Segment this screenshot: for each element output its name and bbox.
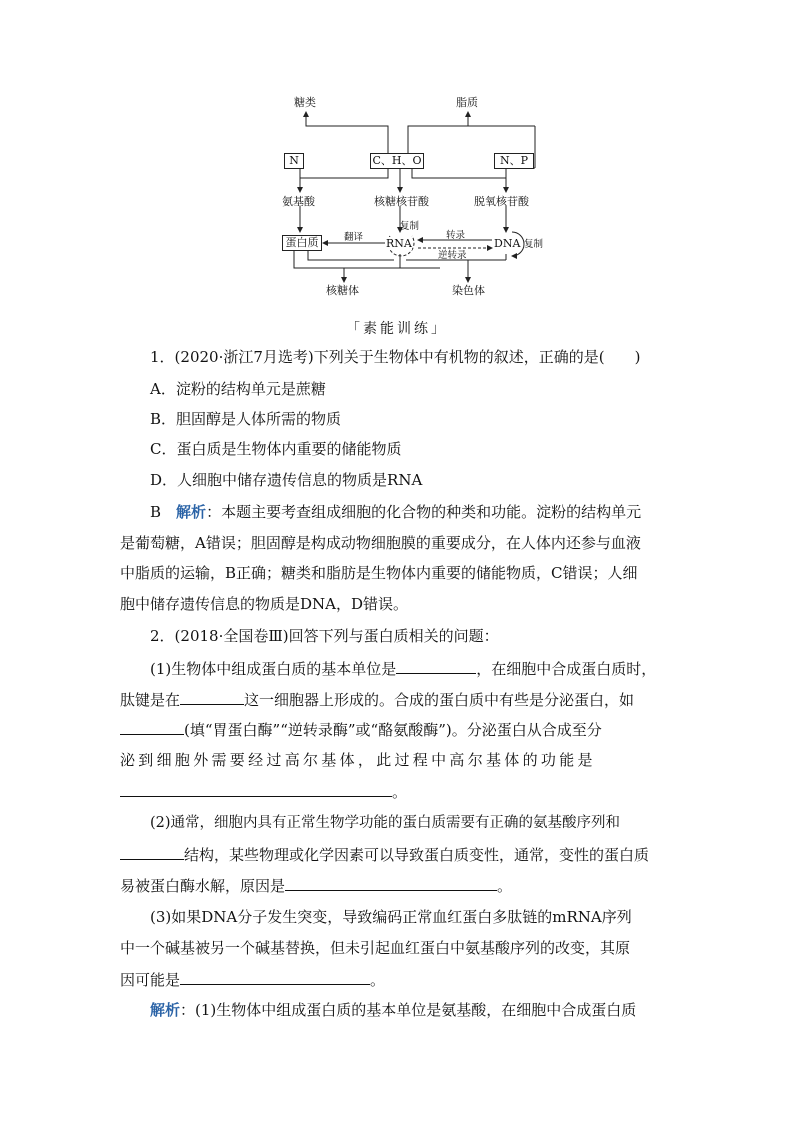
answer-blank[interactable] [120,720,184,735]
answer-blank[interactable] [180,970,370,985]
sugars-label: 糖类 [294,96,316,109]
cho-box: C、H、O [370,153,424,169]
q2-p1-line-4: 泌到细胞外需要经过高尔基体，此过程中高尔基体的功能是 [120,751,596,769]
organic-compounds-diagram [250,88,550,308]
answer-blank[interactable] [396,659,476,674]
q1-option-c: C．蛋白质是生物体内重要的储能物质 [150,440,402,458]
q1-analysis-line-3: 中脂质的运输，B正确；糖类和脂肪是生物体内重要的储能物质，C错误；人细 [120,564,638,582]
q1-stem: 1．(2020·浙江7月选考)下列关于生物体中有机物的叙述，正确的是( ) [150,348,641,366]
translation-label: 翻译 [344,232,364,243]
ribonucleotide-label: 核糖核苷酸 [374,195,429,208]
answer-blank[interactable] [120,845,184,860]
q2-p3-line-3: 因可能是 。 [120,971,386,989]
q2-p2-line-1: (2)通常，细胞内具有正常生物学功能的蛋白质需要有正确的氨基酸序列和 [150,815,621,831]
q1-analysis-line-2: 是葡萄糖，A错误；胆固醇是构成动物细胞膜的重要成分，在人体内还参与血液 [120,534,641,552]
q1-option-b: B．胆固醇是人体所需的物质 [150,410,342,428]
q2-p1-line-1: (1)生物体中组成蛋白质的基本单位是 ，在细胞中合成蛋白质时， [150,660,657,678]
ribosome-label: 核糖体 [326,284,359,297]
amino-acid-label: 氨基酸 [282,195,315,208]
q1-analysis-line-4: 胞中储存遗传信息的物质是DNA，D错误。 [120,595,409,613]
q2-p1-line-2: 肽键是在 这一细胞器上形成的。合成的蛋白质中有些是分泌蛋白，如 [120,691,635,709]
q2-p1-line-5: 。 [120,782,676,801]
dna-replication-label: 复制 [524,239,544,250]
q2-p2-line-2: 结构，某些物理或化学因素可以导致蛋白质变性，通常，变性的蛋白质 [120,845,676,864]
q2-p1-line-3: (填“胃蛋白酶”“逆转录酶”或“酪氨酸酶”)。分泌蛋白从合成至分 [120,720,676,739]
answer-blank[interactable] [285,876,497,891]
protein-box: 蛋白质 [282,235,322,251]
q2-analysis-line-1: 解析：(1)生物体中组成蛋白质的基本单位是氨基酸，在细胞中合成蛋白质 [150,1001,637,1019]
q1-analysis-label: 解析 [176,503,207,521]
np-box: N、P [494,153,534,169]
q1-option-d: D．人细胞中储存遗传信息的物质是RNA [150,471,423,489]
q2-p3-line-2: 中一个碱基被另一个碱基替换，但未引起血红蛋白中氨基酸序列的改变，其原 [120,939,631,957]
q1-option-a: A．淀粉的结构单元是蔗糖 [150,380,326,398]
q1-answer: B [150,503,162,521]
q2-analysis-label: 解析 [150,1001,181,1019]
lipids-label: 脂质 [456,96,478,109]
rna-replication-label: 复制 [400,221,420,232]
q2-stem: 2．(2018·全国卷Ⅲ)回答下列与蛋白质相关的问题： [150,627,499,645]
deoxynucleotide-label: 脱氧核苷酸 [474,195,529,208]
q2-p2-line-3: 易被蛋白酶水解，原因是 。 [120,877,513,895]
q1-analysis-line-1: B 解析：本题主要考查组成细胞的化合物的种类和功能。淀粉的结构单元 [150,503,642,521]
nitrogen-box: N [284,153,304,169]
answer-blank[interactable] [120,782,392,797]
q2-p3-line-1: (3)如果DNA分子发生突变，导致编码正常血红蛋白多肽链的mRNA序列 [150,908,632,926]
section-title: 「素能训练」 [346,321,448,337]
dna-label: DNA [494,237,521,250]
rna-label: RNA [386,237,412,250]
chromosome-label: 染色体 [452,284,485,297]
reverse-transcription-label: 逆转录 [438,250,467,261]
answer-blank[interactable] [180,690,244,705]
transcription-label: 转录 [446,230,466,241]
